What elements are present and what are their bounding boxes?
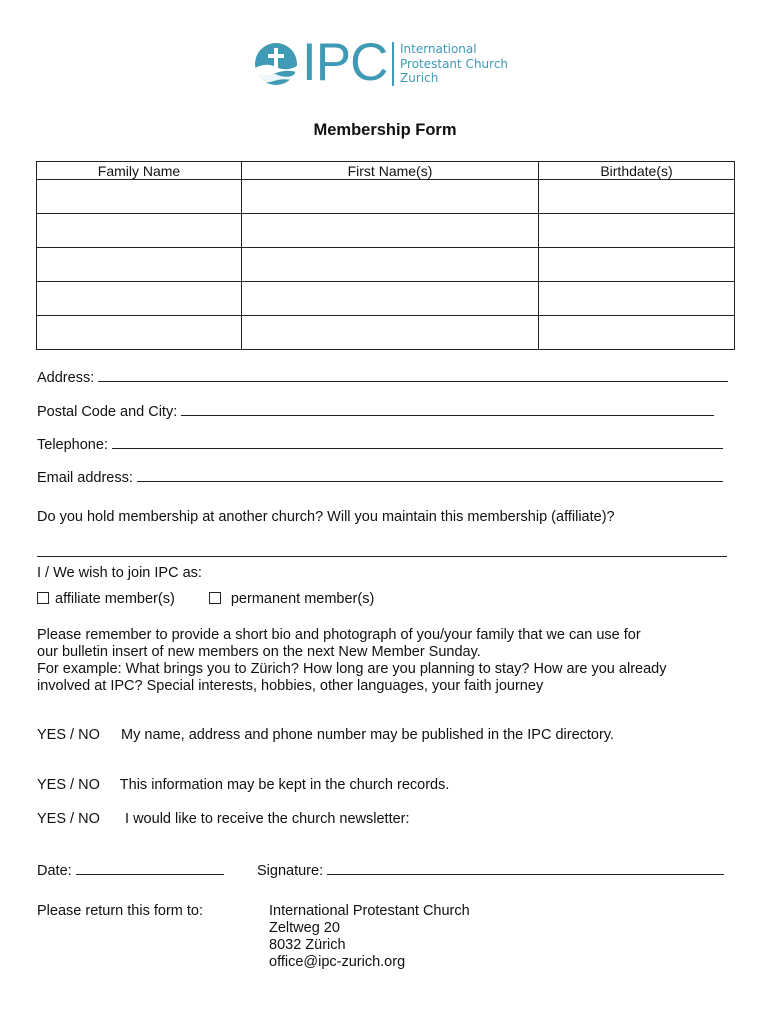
email-row: [37, 468, 723, 486]
first-names-cell[interactable]: [242, 248, 539, 282]
header-birthdates: Birthdate(s): [539, 162, 735, 180]
consent-newsletter: [37, 811, 410, 827]
birthdates-cell[interactable]: [539, 214, 735, 248]
address-label: Address:: [37, 370, 95, 386]
logo-divider: [392, 42, 394, 86]
consent-text: My name, address and phone number may be published in the IPC directory.: [121, 727, 615, 743]
return-label: Please return this form to:: [37, 903, 204, 919]
postal-label: Postal Code and City:: [37, 404, 178, 420]
return-address: [269, 903, 470, 971]
date-label: Date:: [37, 863, 72, 879]
permanent-label: permanent member(s): [230, 591, 375, 607]
date-row: [37, 861, 224, 879]
permanent-checkbox[interactable]: [209, 592, 221, 604]
table-row: [37, 282, 735, 316]
table-row: [37, 248, 735, 282]
address-line: International Protestant Church: [269, 903, 470, 919]
logo-line-1: International: [400, 42, 477, 56]
header-family-name: Family Name: [37, 162, 242, 180]
logo-line-2: Protestant Church: [400, 56, 509, 71]
bio-line: For example: What brings you to Zürich? How long are you planning to stay? How are you already: [37, 661, 667, 677]
affiliate-label: affiliate member(s): [55, 591, 175, 607]
family-name-cell[interactable]: [37, 180, 242, 214]
birthdates-cell[interactable]: [539, 316, 735, 350]
affiliate-checkbox[interactable]: [37, 592, 49, 604]
first-names-cell[interactable]: [242, 316, 539, 350]
table-row: [37, 180, 735, 214]
postal-row: [37, 402, 714, 420]
birthdates-cell[interactable]: [539, 248, 735, 282]
address-field[interactable]: [98, 368, 728, 382]
table-header-row: [37, 162, 735, 180]
email-label: Email address:: [37, 470, 133, 486]
membership-answer-field[interactable]: [37, 556, 727, 557]
header-first-names: First Name(s): [242, 162, 539, 180]
consent-choice[interactable]: YES / NO: [37, 727, 100, 743]
bio-instructions: [37, 627, 737, 695]
consent-records: [37, 777, 449, 793]
consent-text: This information may be kept in the church records.: [119, 777, 450, 793]
logo-wordmark: [400, 42, 508, 86]
postal-field[interactable]: [181, 402, 714, 416]
signature-label: Signature:: [257, 863, 324, 879]
birthdates-cell[interactable]: [539, 282, 735, 316]
membership-options: [37, 591, 374, 607]
members-table: [36, 161, 735, 350]
email-address: office@ipc-zurich.org: [269, 954, 406, 970]
date-field[interactable]: [76, 861, 224, 875]
membership-question: Do you hold membership at another church? Will you maintain this membership (affiliate)?: [37, 509, 615, 525]
signature-row: [257, 861, 724, 879]
logo-line-3: Zurich: [400, 71, 439, 85]
bio-line: Please remember to provide a short bio and photograph of you/your family that we can use for: [37, 627, 641, 643]
address-line: Zeltweg 20: [269, 920, 340, 936]
first-names-cell[interactable]: [242, 282, 539, 316]
address-row: [37, 368, 728, 386]
permanent-option[interactable]: [209, 591, 374, 607]
family-name-cell[interactable]: [37, 282, 242, 316]
consent-choice[interactable]: YES / NO: [37, 811, 100, 827]
birthdates-cell[interactable]: [539, 180, 735, 214]
family-name-cell[interactable]: [37, 248, 242, 282]
ipc-logo-mark: [254, 42, 298, 86]
table-row: [37, 316, 735, 350]
affiliate-option[interactable]: [37, 591, 175, 607]
logo-letters: IPC: [302, 33, 388, 92]
form-title: Membership Form: [313, 121, 457, 139]
consent-choice[interactable]: YES / NO: [37, 777, 100, 793]
telephone-field[interactable]: [112, 435, 723, 449]
join-label: I / We wish to join IPC as:: [37, 565, 202, 581]
consent-text: I would like to receive the church newsletter:: [125, 811, 410, 827]
first-names-cell[interactable]: [242, 180, 539, 214]
bio-line: our bulletin insert of new members on the next New Member Sunday.: [37, 644, 481, 660]
email-field[interactable]: [137, 468, 723, 482]
telephone-label: Telephone:: [37, 437, 108, 453]
bio-line: involved at IPC? Special interests, hobbies, other languages, your faith journey: [37, 678, 544, 694]
table-row: [37, 214, 735, 248]
consent-directory: [37, 727, 614, 743]
telephone-row: [37, 435, 723, 453]
first-names-cell[interactable]: [242, 214, 539, 248]
family-name-cell[interactable]: [37, 214, 242, 248]
family-name-cell[interactable]: [37, 316, 242, 350]
signature-field[interactable]: [327, 861, 724, 875]
address-line: 8032 Zürich: [269, 937, 346, 953]
